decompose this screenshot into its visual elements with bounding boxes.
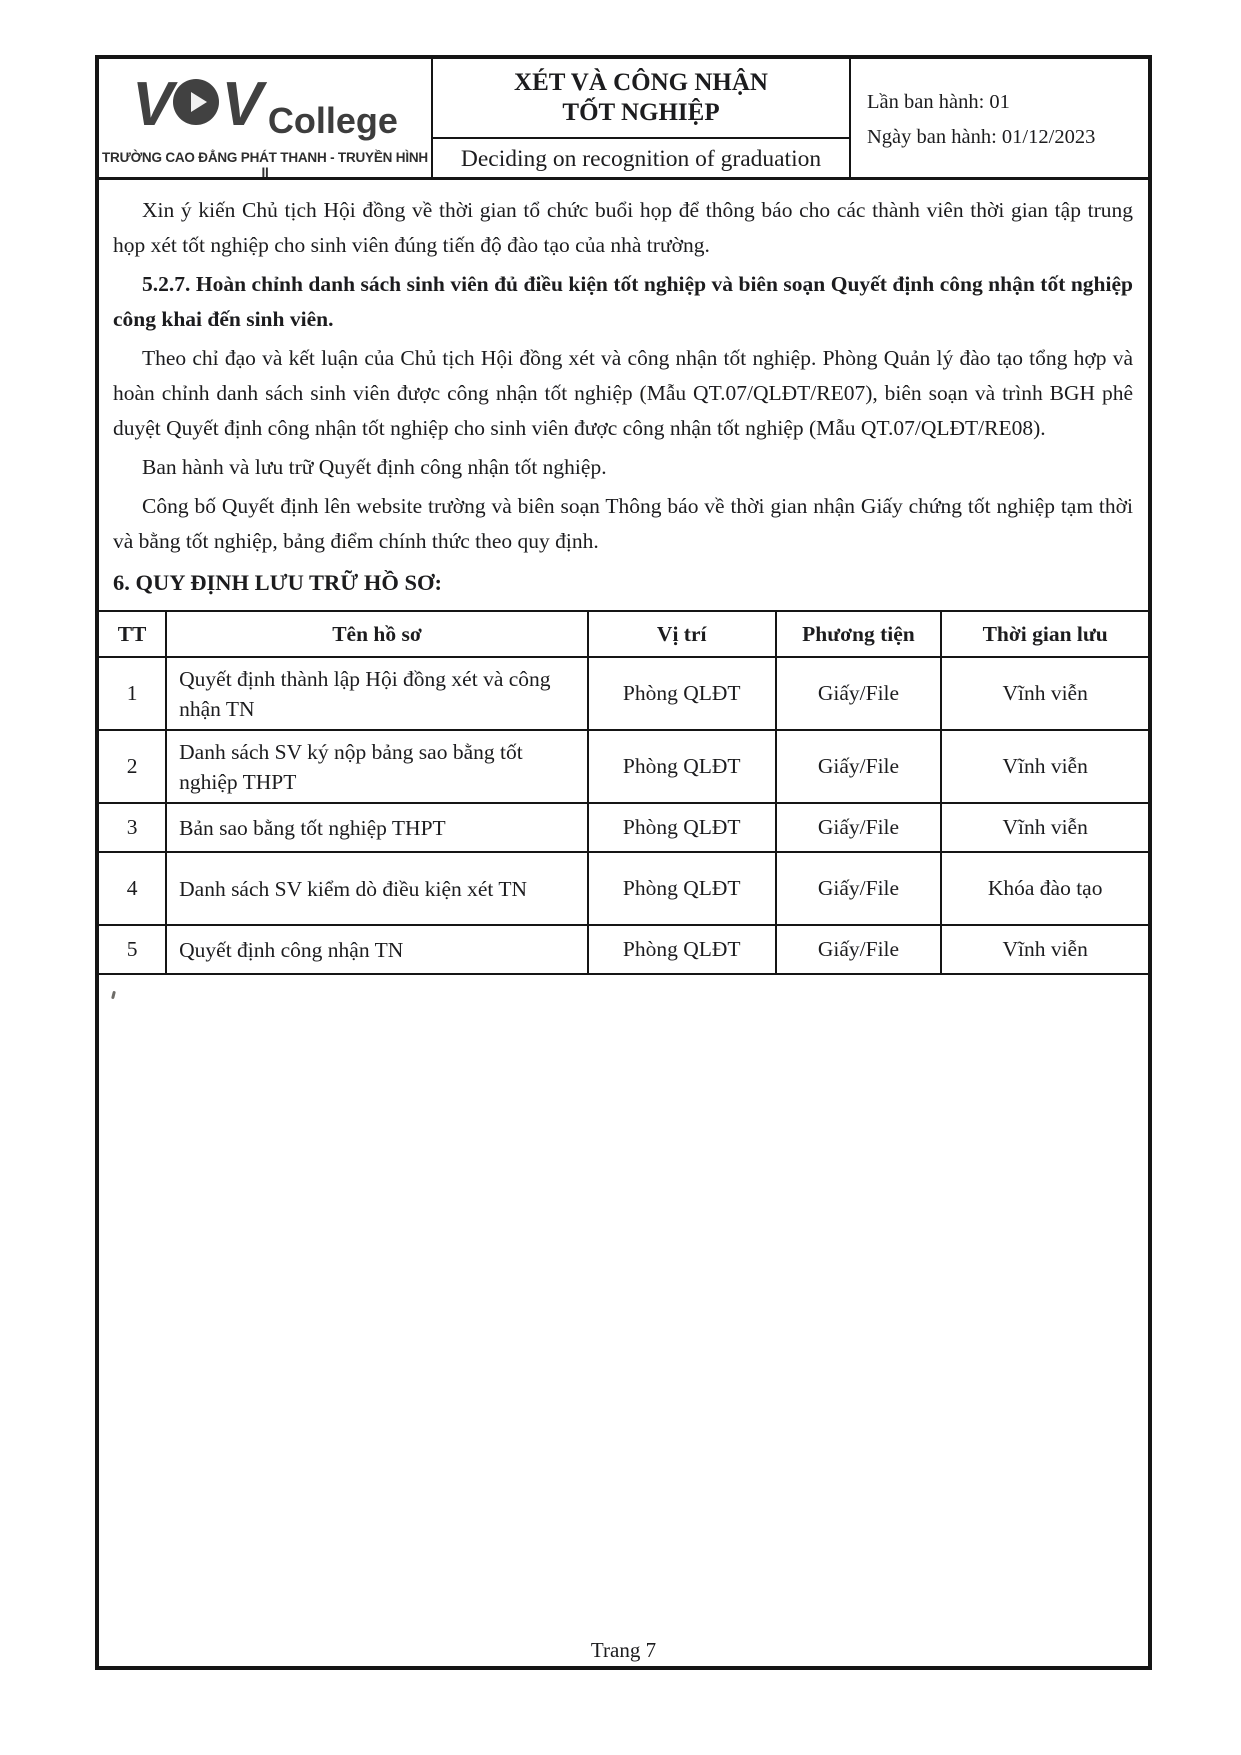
column-header-thoi-gian-luu: Thời gian lưu: [941, 611, 1148, 657]
column-header-vi-tri: Vị trí: [588, 611, 776, 657]
cell-record-name: Bản sao bằng tốt nghiệp THPT: [166, 803, 588, 852]
issue-number: Lần ban hành: 01: [867, 91, 1010, 113]
cell-media: Giấy/File: [776, 803, 942, 852]
cell-location: Phòng QLĐT: [588, 852, 776, 925]
document-body: [99, 180, 1148, 975]
paragraph-issue-store-decision: Ban hành và lưu trữ Quyết định công nhận tốt nghiệp.: [142, 455, 607, 479]
cell-retention: Vĩnh viễn: [941, 803, 1148, 852]
logo-letter-v-right: V: [221, 70, 259, 139]
heading-section-6: 6. QUY ĐỊNH LƯU TRỮ HỒ SƠ:: [113, 570, 442, 595]
cell-media: Giấy/File: [776, 730, 942, 803]
cell-location: Phòng QLĐT: [588, 730, 776, 803]
cell-media: Giấy/File: [776, 925, 942, 974]
paragraph-publish-decision: Công bố Quyết định lên website trường và biên soạn Thông báo về thời gian nhận Giấy chứng tốt nghiệp tạm thời và bằng tốt nghiệp, bảng điểm chính thức theo quy định.: [113, 494, 1133, 553]
cell-media: Giấy/File: [776, 852, 942, 925]
column-header-tt: TT: [99, 611, 166, 657]
cell-index: 4: [99, 852, 166, 925]
title-cell: [433, 59, 849, 180]
table-row: [99, 657, 1148, 730]
table-row: [99, 925, 1148, 974]
play-icon: [173, 79, 219, 125]
column-header-phuong-tien: Phương tiện: [776, 611, 942, 657]
logo-cell: [99, 59, 433, 180]
logo-tagline: TRƯỜNG CAO ĐẲNG PHÁT THANH - TRUYỀN HÌNH II: [102, 150, 428, 180]
document-header: [99, 59, 1148, 180]
table-row: [99, 803, 1148, 852]
cell-retention: Vĩnh viễn: [941, 657, 1148, 730]
cell-index: 2: [99, 730, 166, 803]
cell-record-name: Danh sách SV ký nộp bảng sao bằng tốt nghiệp THPT: [166, 730, 588, 803]
paragraph-list-completion: Theo chỉ đạo và kết luận của Chủ tịch Hội đồng xét và công nhận tốt nghiệp. Phòng Quản lý đào tạo tổng hợp và hoàn chỉnh danh sách sinh viên được công nhận tốt nghiệp (Mẫu QT.07/QLĐT/RE07), biên soạn và trình BGH phê duyệt Quyết định công nhận tốt nghiệp cho sinh viên được công nhận tốt nghiệp (Mẫu QT.07/QLĐT/RE08).: [113, 346, 1133, 440]
table-row: [99, 852, 1148, 925]
logo-college-text: College: [267, 100, 398, 141]
cell-retention: Khóa đào tạo: [941, 852, 1148, 925]
title-line-1: XÉT VÀ CÔNG NHẬN: [514, 69, 768, 96]
document-title-english: Deciding on recognition of graduation: [460, 146, 822, 172]
cell-media: Giấy/File: [776, 657, 942, 730]
heading-5-2-7: 5.2.7. Hoàn chỉnh danh sách sinh viên đủ điều kiện tốt nghiệp và biên soạn Quyết định công nhận tốt nghiệp công khai đến sinh viên.: [113, 272, 1133, 331]
page-number: Trang 7: [590, 1638, 657, 1662]
issue-date: Ngày ban hành: 01/12/2023: [867, 126, 1096, 148]
column-header-ten-ho-so: Tên hồ sơ: [166, 611, 588, 657]
cell-index: 1: [99, 657, 166, 730]
scan-artifact-speck: [111, 991, 116, 999]
cell-record-name: Quyết định công nhận TN: [166, 925, 588, 974]
cell-retention: Vĩnh viễn: [941, 925, 1148, 974]
cell-location: Phòng QLĐT: [588, 925, 776, 974]
cell-retention: Vĩnh viễn: [941, 730, 1148, 803]
cell-index: 3: [99, 803, 166, 852]
page-frame: [95, 55, 1152, 1670]
records-storage-table: [99, 610, 1148, 975]
issue-info-cell: [849, 59, 1148, 180]
vov-college-logo: [99, 69, 431, 141]
cell-location: Phòng QLĐT: [588, 803, 776, 852]
logo-letter-v-left: V: [132, 70, 170, 139]
cell-index: 5: [99, 925, 166, 974]
cell-location: Phòng QLĐT: [588, 657, 776, 730]
cell-record-name: Danh sách SV kiểm dò điều kiện xét TN: [166, 852, 588, 925]
title-line-2: TỐT NGHIỆP: [562, 99, 720, 126]
table-header-row: [99, 611, 1148, 657]
paragraph-opinion-request: Xin ý kiến Chủ tịch Hội đồng về thời gian tổ chức buổi họp để thông báo cho các thành viên thời gian tập trung họp xét tốt nghiệp cho sinh viên đúng tiến độ đào tạo của nhà trường.: [113, 198, 1133, 257]
table-row: [99, 730, 1148, 803]
cell-record-name: Quyết định thành lập Hội đồng xét và công nhận TN: [166, 657, 588, 730]
document-title-vietnamese: [433, 59, 849, 139]
